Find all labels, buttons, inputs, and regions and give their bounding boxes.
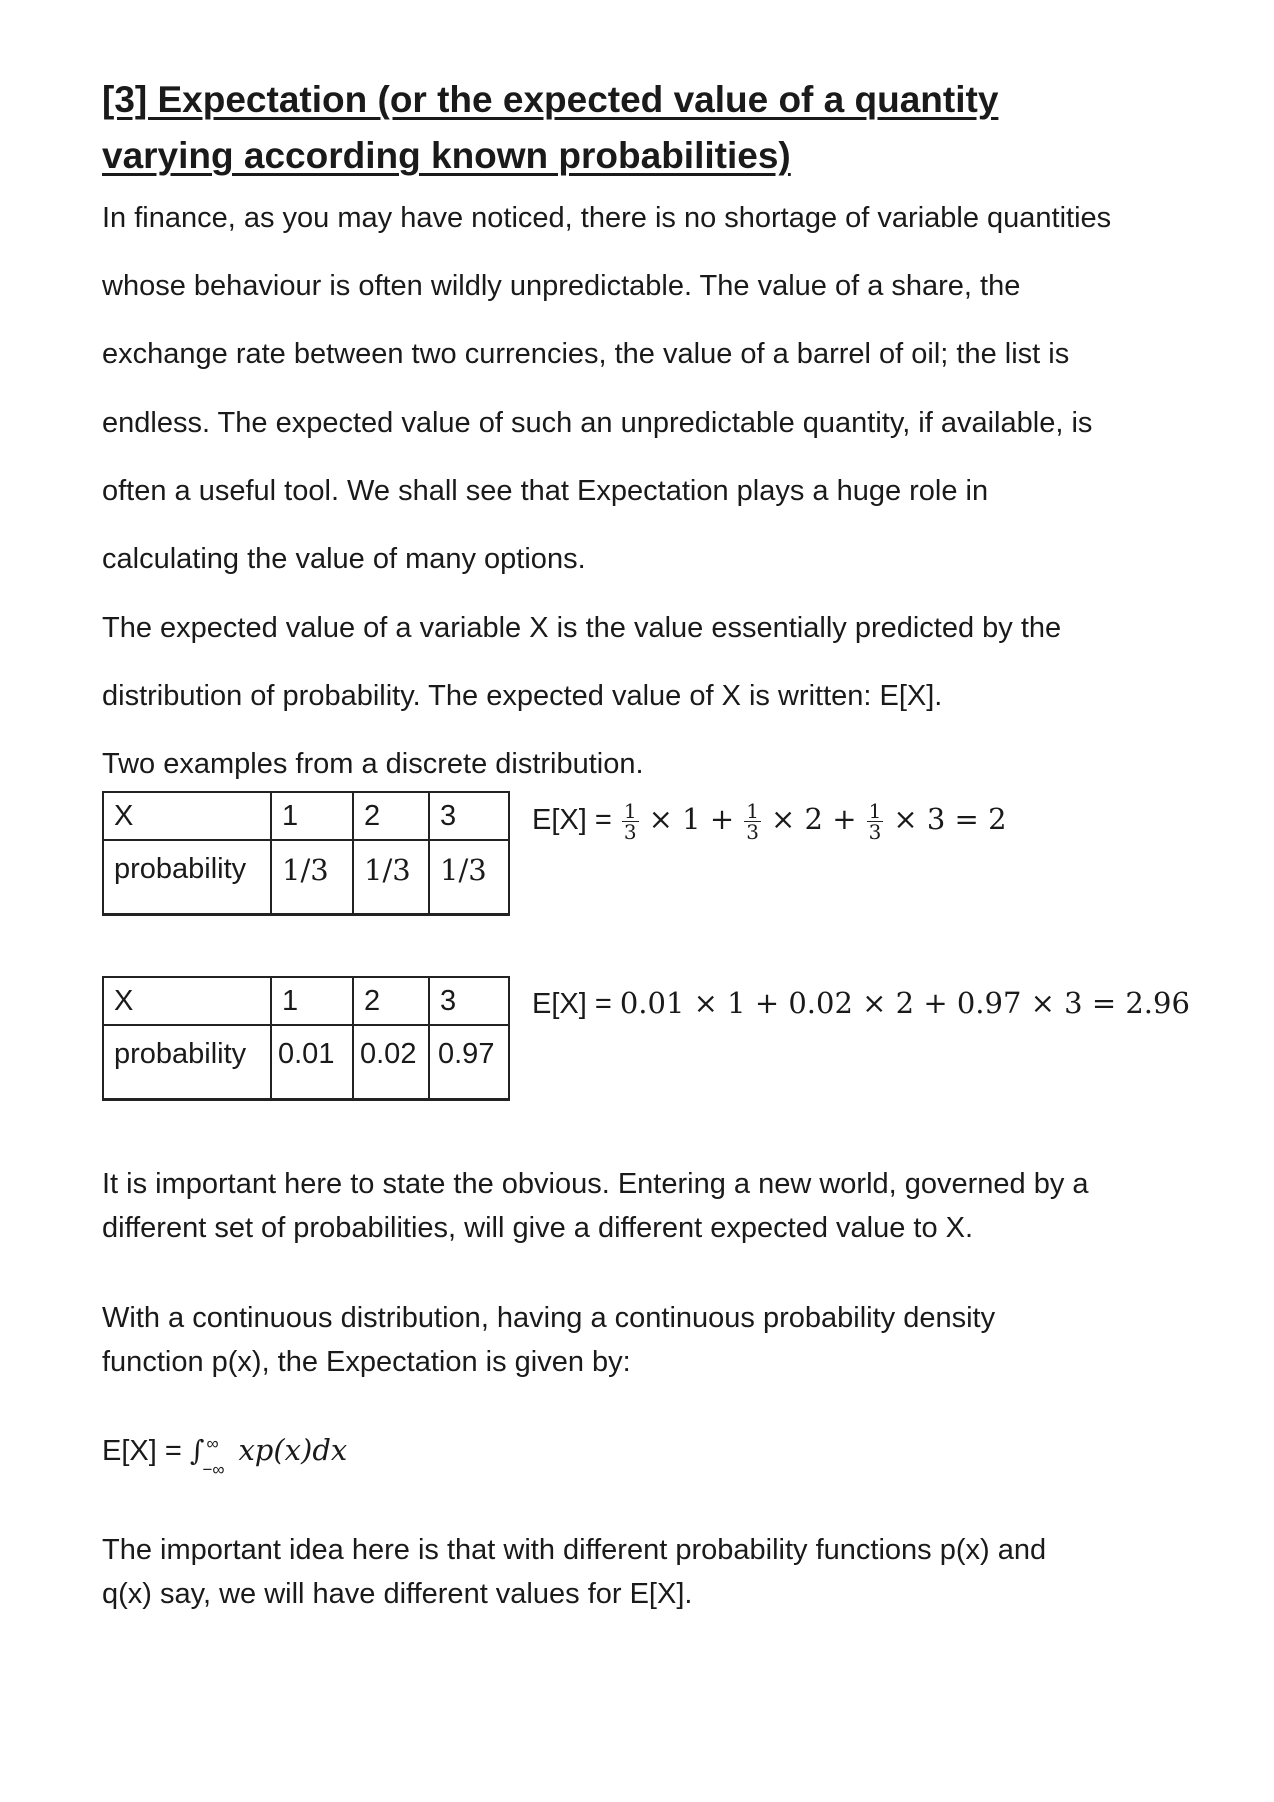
formula-term: × 1 + [648, 802, 735, 836]
intro-line: The expected value of a variable X is the value essentially predicted by the [102, 612, 1062, 644]
formula-term: × 2 + [771, 802, 857, 836]
formula-body: 0.01 × 1 + 0.02 × 2 + 0.97 × 3 = 2.96 [619, 986, 1190, 1020]
table-cell: 0.02 [353, 1025, 429, 1100]
table-cell: 2 [353, 792, 429, 840]
upper-limit: ∞ [206, 1434, 219, 1454]
integral-formula [102, 1432, 348, 1480]
table-cell: 1/3 [429, 840, 509, 915]
table-cell: 1/3 [271, 840, 353, 915]
table-cell: X [103, 977, 271, 1025]
expectation-formula-1 [532, 795, 1007, 844]
intro-line: exchange rate between two currencies, the value of a barrel of oil; the list is [102, 338, 1070, 370]
table-cell: 1 [271, 977, 353, 1025]
intro-line: whose behaviour is often wildly unpredictable. The value of a share, the [102, 270, 1021, 302]
table-cell: 2 [353, 977, 429, 1025]
formula-prefix: E[X] = [532, 804, 612, 836]
paragraph-line: The important idea here is that with different probability functions p(x) and [102, 1534, 1047, 1566]
paragraph-line: different set of probabilities, will give a different expected value to X. [102, 1212, 974, 1244]
integral-limits [202, 1434, 238, 1480]
paragraph-line: It is important here to state the obvious. Entering a new world, governed by a [102, 1168, 1089, 1200]
fraction: $\frac{1}{3}$ [868, 798, 882, 844]
table-cell: 3 [429, 792, 509, 840]
intro-line: Two examples from a discrete distribution. [102, 748, 644, 780]
formula-term: × 3 = 2 [893, 802, 1007, 836]
paragraph-line: function p(x), the Expectation is given by: [102, 1346, 631, 1378]
formula-prefix: E[X] = [532, 988, 612, 1020]
table-cell: X [103, 792, 271, 840]
fraction: $\frac{1}{3}$ [746, 798, 759, 844]
intro-line: distribution of probability. The expected value of X is written: E[X]. [102, 680, 943, 712]
table-cell: probability [103, 1025, 271, 1100]
probability-table-2 [102, 976, 510, 1101]
fraction: $\frac{1}{3}$ [623, 798, 637, 844]
table-cell: 1 [271, 792, 353, 840]
table-cell: 3 [429, 977, 509, 1025]
table-cell: 0.97 [429, 1025, 509, 1100]
section-heading-line-1: [3] Expectation (or the expected value of a quantity [102, 79, 999, 120]
paragraph-line: q(x) say, we will have different values for E[X]. [102, 1578, 693, 1610]
paragraph-line: With a continuous distribution, having a continuous probability density [102, 1302, 996, 1334]
lower-limit: −∞ [202, 1460, 225, 1480]
intro-line: In finance, as you may have noticed, there is no shortage of variable quantities [102, 202, 1112, 234]
integral-sign: ∫ [189, 1434, 205, 1467]
intro-line: often a useful tool. We shall see that Expectation plays a huge role in [102, 475, 989, 507]
probability-table-1 [102, 791, 510, 916]
section-heading-line-2: varying according known probabilities) [102, 135, 791, 176]
integrand: xp(x)dx [238, 1433, 348, 1467]
table-cell: 0.01 [271, 1025, 353, 1100]
formula-prefix: E[X] = [102, 1435, 182, 1467]
intro-line: endless. The expected value of such an unpredictable quantity, if available, is [102, 407, 1093, 439]
expectation-formula-2 [532, 985, 1190, 1022]
table-cell: probability [103, 840, 271, 915]
intro-line: calculating the value of many options. [102, 543, 586, 575]
table-cell: 1/3 [353, 840, 429, 915]
